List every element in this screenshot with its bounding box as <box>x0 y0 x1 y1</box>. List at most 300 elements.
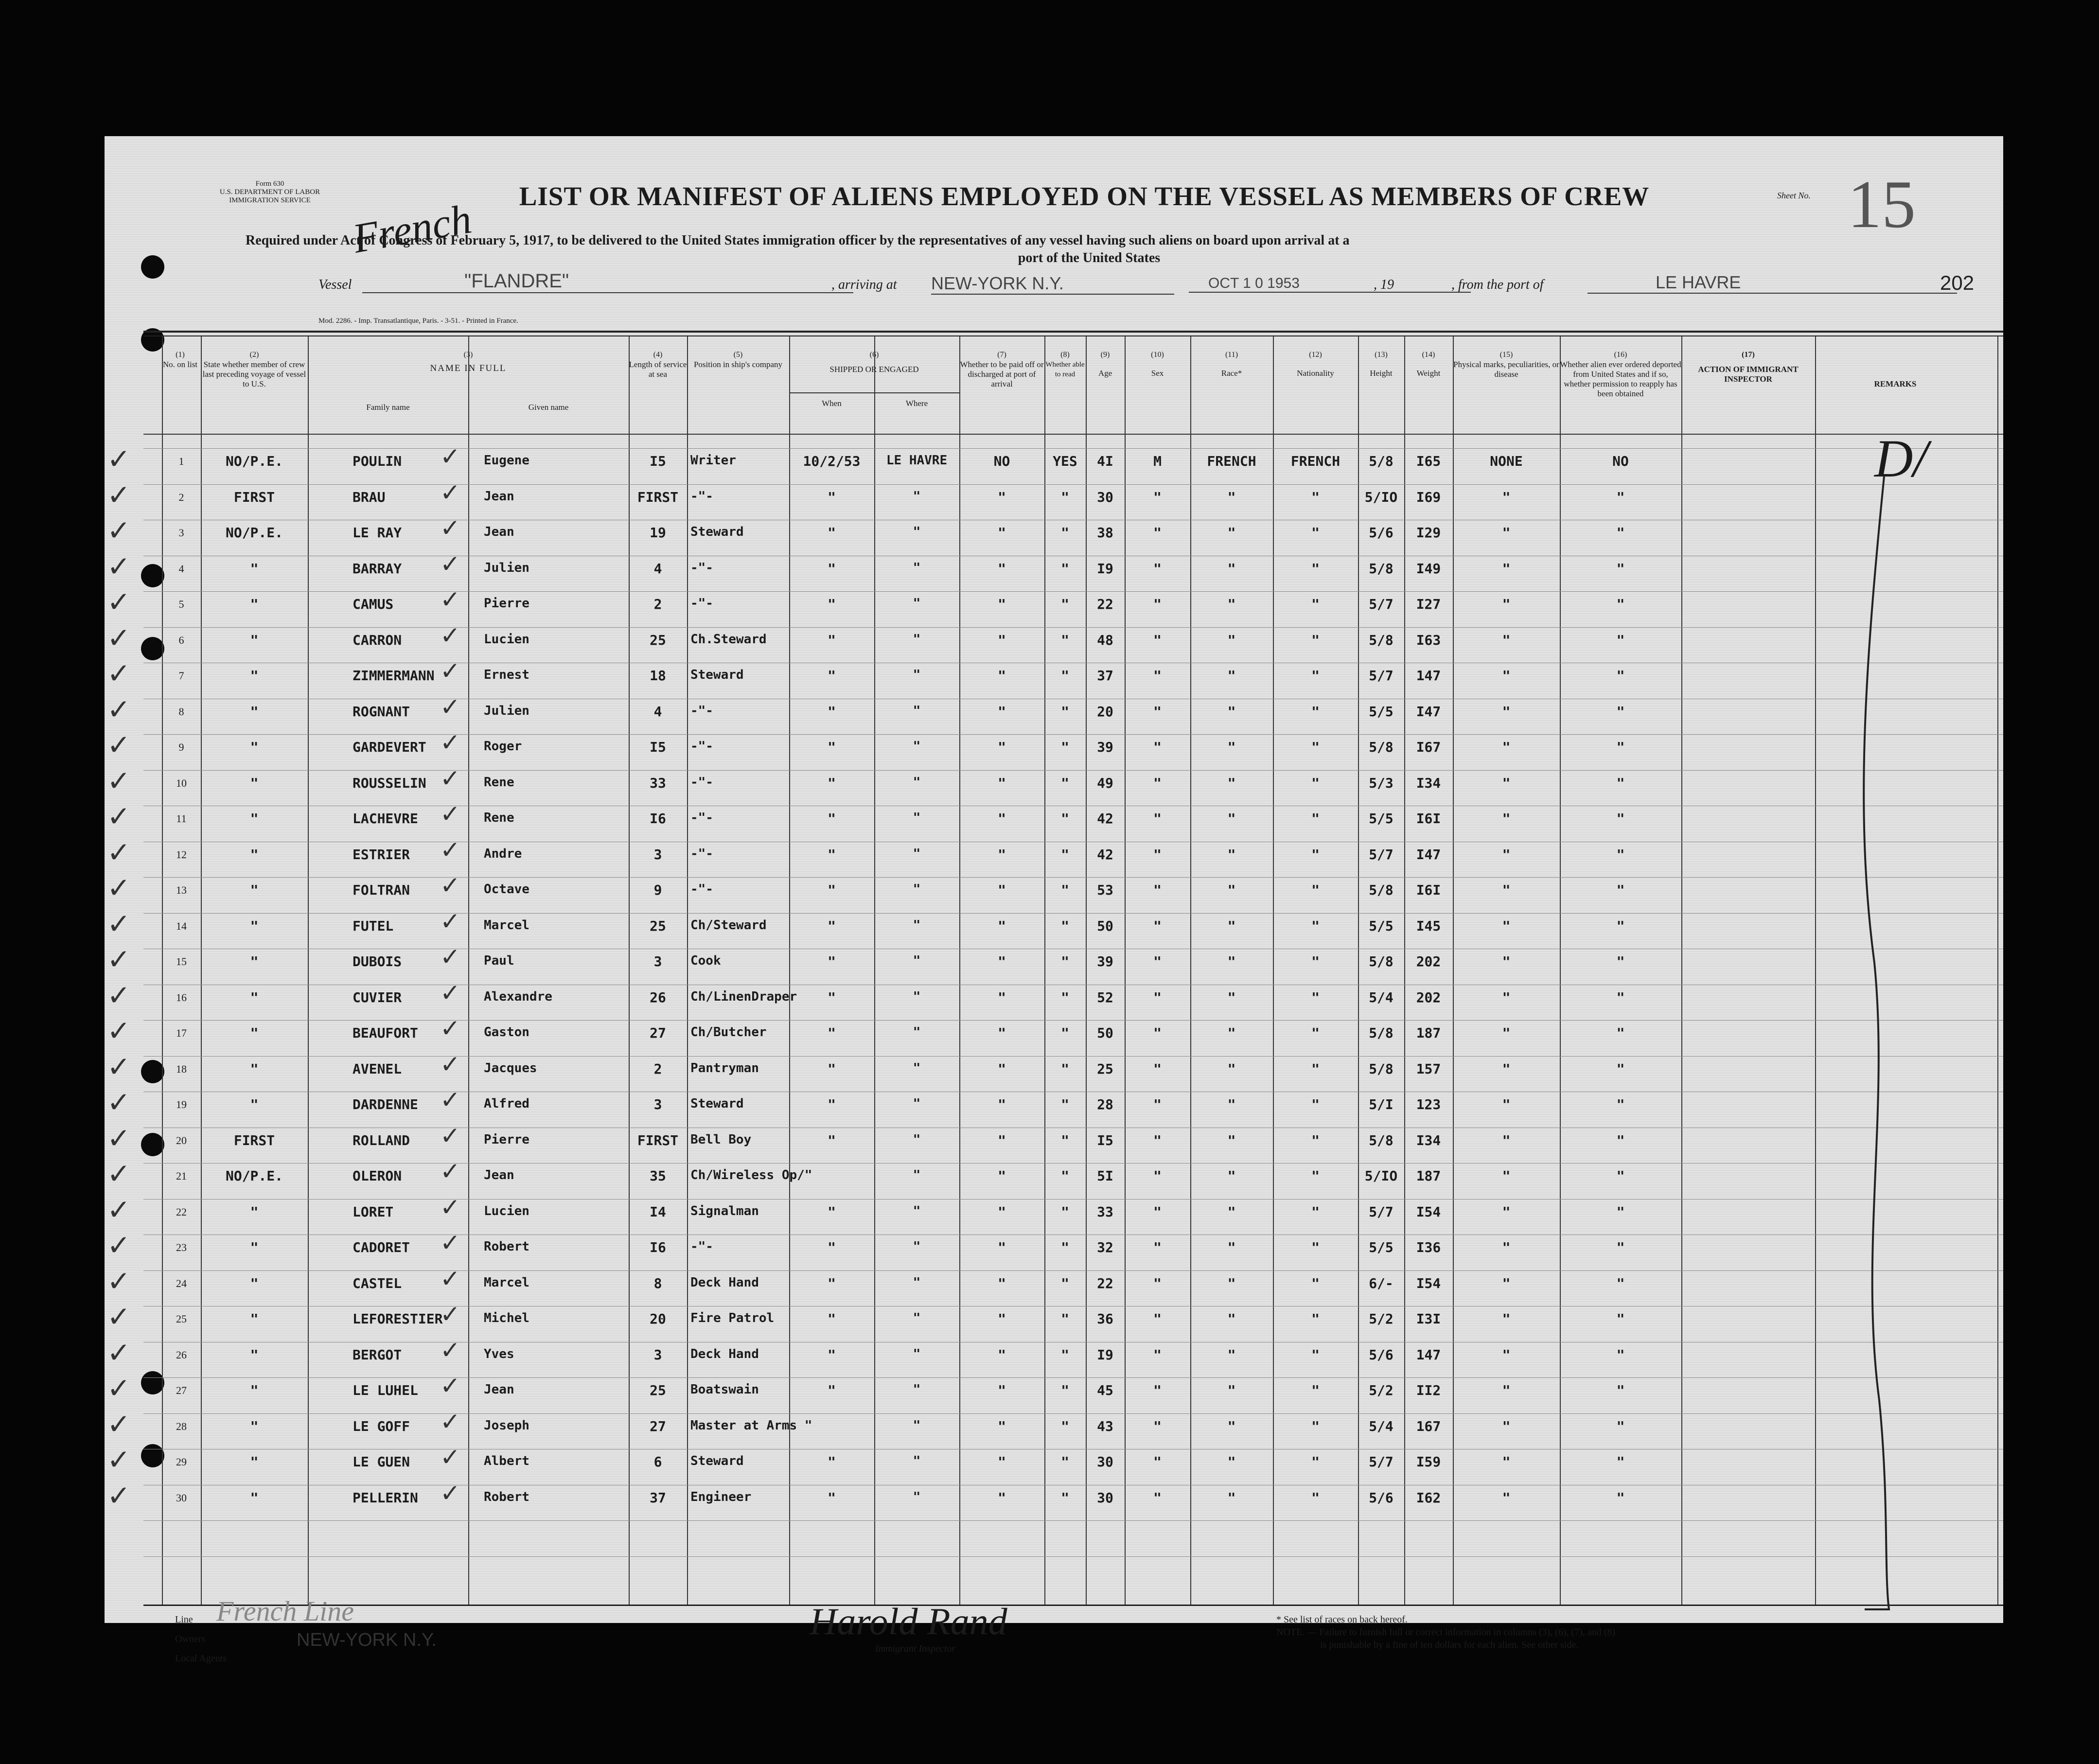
cell-paid: " <box>998 1490 1006 1506</box>
remarks-mark: D/ <box>1874 429 1928 488</box>
cell-deported: " <box>1616 1382 1625 1398</box>
cell-age: 37 <box>1097 668 1113 684</box>
cell-paid: " <box>998 953 1006 970</box>
agents-label: Local Agents <box>175 1653 227 1664</box>
cell-sex: " <box>1153 1275 1162 1291</box>
cell-where: " <box>913 561 921 575</box>
cell-where: LE HAVRE <box>886 453 948 468</box>
col-label: Race* <box>1221 369 1242 378</box>
cell-age: 20 <box>1097 704 1113 720</box>
cell-deported: " <box>1616 489 1625 505</box>
col-num: (12) <box>1309 351 1322 359</box>
check-icon: ✓ <box>440 1479 460 1507</box>
cell-paid: " <box>998 811 1006 827</box>
check-icon: ✓ <box>107 1050 131 1083</box>
cell-read: " <box>1061 1311 1069 1327</box>
cell-marks: " <box>1502 1061 1511 1077</box>
col-label: Length of service at sea <box>629 360 687 379</box>
cell-weight: 202 <box>1416 989 1441 1005</box>
cell-sex: " <box>1153 1490 1162 1506</box>
cell-family: BRAU <box>353 489 386 505</box>
cell-marks: " <box>1502 1132 1511 1148</box>
cell-where: " <box>913 1025 921 1040</box>
cell-position: Cook <box>690 953 721 968</box>
cell-height: 5/8 <box>1369 632 1393 648</box>
cell-race: " <box>1227 811 1236 827</box>
col-header-read <box>1044 350 1086 379</box>
cell-paid: " <box>998 1347 1006 1363</box>
cell-weight: 147 <box>1416 1347 1441 1363</box>
cell-given: Alexandre <box>484 989 552 1004</box>
cell-service: 4 <box>653 561 662 577</box>
cell-weight: I49 <box>1416 561 1441 577</box>
col-header-service <box>629 350 687 379</box>
cell-position: Ch/Butcher <box>690 1025 767 1040</box>
cell-paid: " <box>998 847 1006 863</box>
cell-race: " <box>1227 953 1236 970</box>
cell-nat: " <box>1311 668 1320 684</box>
cell-when: " <box>828 596 836 612</box>
cell-nat: " <box>1311 1061 1320 1077</box>
cell-paid: " <box>998 775 1006 791</box>
cell-deported: " <box>1616 1096 1625 1112</box>
cell-height: 5/8 <box>1369 882 1393 898</box>
cell-given: Albert <box>484 1454 529 1468</box>
column-rule <box>1997 336 1998 1605</box>
cell-nat: " <box>1311 847 1320 863</box>
check-icon: ✓ <box>107 1122 131 1155</box>
cell-deported: " <box>1616 1275 1625 1291</box>
cell-prev: " <box>250 1096 259 1112</box>
col-label: Position in ship's company <box>693 360 783 369</box>
cell-deported: " <box>1616 1168 1625 1184</box>
row-number: 14 <box>176 920 187 932</box>
cell-family: LACHEVRE <box>353 811 418 827</box>
check-icon: ✓ <box>440 800 460 828</box>
cell-family: CUVIER <box>353 989 402 1005</box>
cell-given: Lucien <box>484 632 529 647</box>
col-header-family: Family name <box>366 403 410 412</box>
cell-nat: " <box>1311 1239 1320 1255</box>
cell-sex: " <box>1153 811 1162 827</box>
cell-family: ROUSSELIN <box>353 775 426 791</box>
cell-family: FOLTRAN <box>353 882 410 898</box>
row-rule <box>143 1556 2003 1557</box>
cell-where: " <box>913 1382 921 1397</box>
cell-paid: " <box>998 1418 1006 1434</box>
cell-read: " <box>1061 632 1069 648</box>
cell-given: Michel <box>484 1311 529 1325</box>
cell-deported: " <box>1616 775 1625 791</box>
cell-paid: NO <box>993 453 1010 469</box>
col-num: (8) <box>1060 351 1070 359</box>
col-label: No. on list <box>162 360 198 369</box>
column-rule <box>308 336 309 1605</box>
cell-height: 5/8 <box>1369 739 1393 755</box>
cell-position: Master at Arms " <box>690 1418 812 1433</box>
row-rule <box>143 770 2003 771</box>
cell-nat: " <box>1311 739 1320 755</box>
cell-height: 6/- <box>1369 1275 1393 1291</box>
cell-nat: " <box>1311 561 1320 577</box>
cell-family: ESTRIER <box>353 847 410 863</box>
cell-position: Deck Hand <box>690 1275 759 1290</box>
cell-age: 42 <box>1097 847 1113 863</box>
row-number: 22 <box>176 1206 187 1218</box>
col-label: Sex <box>1151 369 1164 378</box>
cell-read: " <box>1061 1490 1069 1506</box>
col-header-physical <box>1453 350 1560 379</box>
cell-read: " <box>1061 1347 1069 1363</box>
printer-line: Mod. 2286. - Imp. Transatlantique, Paris. - 3-51. - Printed in France. <box>318 317 518 325</box>
cell-family: LE GOFF <box>353 1418 410 1434</box>
cell-nat: " <box>1311 811 1320 827</box>
cell-family: LORET <box>353 1204 394 1220</box>
cell-marks: " <box>1502 1204 1511 1220</box>
row-number: 5 <box>178 598 184 610</box>
cell-position: Steward <box>690 1096 744 1111</box>
cell-age: 4I <box>1097 453 1113 469</box>
cell-age: 28 <box>1097 1096 1113 1112</box>
cell-prev: " <box>250 847 259 863</box>
note-races: * See list of races on back hereof. <box>1276 1614 1408 1625</box>
cell-nat: " <box>1311 1382 1320 1398</box>
cell-weight: I63 <box>1416 632 1441 648</box>
cell-service: I6 <box>650 811 666 827</box>
cell-weight: 147 <box>1416 668 1441 684</box>
cell-prev: " <box>250 1204 259 1220</box>
row-rule <box>143 1270 2003 1271</box>
cell-given: Ernest <box>484 668 529 682</box>
check-icon: ✓ <box>440 657 460 685</box>
cell-read: " <box>1061 525 1069 541</box>
cell-paid: " <box>998 739 1006 755</box>
cell-paid: " <box>998 632 1006 648</box>
cell-where: " <box>913 1347 921 1361</box>
department-label: U.S. DEPARTMENT OF LABOR <box>219 188 320 196</box>
cell-paid: " <box>998 1061 1006 1077</box>
cell-given: Joseph <box>484 1418 529 1433</box>
cell-service: 27 <box>650 1025 666 1041</box>
row-number: 23 <box>176 1241 187 1253</box>
check-icon: ✓ <box>440 478 460 507</box>
cell-family: PELLERIN <box>353 1490 418 1506</box>
cell-position: -"- <box>690 847 713 861</box>
row-rule <box>143 877 2003 878</box>
cell-family: OLERON <box>353 1168 402 1184</box>
row-number: 28 <box>176 1420 187 1432</box>
check-icon: ✓ <box>440 764 460 793</box>
cell-sex: " <box>1153 882 1162 898</box>
cell-age: 30 <box>1097 1490 1113 1506</box>
check-icon: ✓ <box>440 1086 460 1114</box>
cell-race: " <box>1227 489 1236 505</box>
cell-weight: I34 <box>1416 775 1441 791</box>
cell-family: FUTEL <box>353 918 394 934</box>
cell-race: " <box>1227 989 1236 1005</box>
cell-family: CARRON <box>353 632 402 648</box>
cell-paid: " <box>998 882 1006 898</box>
cell-race: " <box>1227 1418 1236 1434</box>
cell-where: " <box>913 989 921 1004</box>
inspector-label: Immigrant Inspector <box>875 1643 955 1654</box>
cell-height: 5/8 <box>1369 1132 1393 1148</box>
cell-given: Marcel <box>484 918 529 933</box>
cell-marks: " <box>1502 1096 1511 1112</box>
cell-nat: " <box>1311 1275 1320 1291</box>
cell-position: -"- <box>690 882 713 897</box>
cell-height: 5/2 <box>1369 1382 1393 1398</box>
departure-port: LE HAVRE <box>1587 272 1957 294</box>
row-rule <box>143 913 2003 914</box>
requirement-text: Required under Act of Congress of February 5, 1917, to be delivered to the United States immigration officer by the representatives of any vessel having such aliens on board upon arrival at a <box>246 233 1350 248</box>
cell-position: Steward <box>690 668 744 682</box>
cell-given: Marcel <box>484 1275 529 1290</box>
check-icon: ✓ <box>440 585 460 614</box>
cell-sex: " <box>1153 1025 1162 1041</box>
cell-position: Boatswain <box>690 1382 759 1397</box>
cell-nat: " <box>1311 1132 1320 1148</box>
cell-height: 5/4 <box>1369 989 1393 1005</box>
cell-read: " <box>1061 918 1069 934</box>
cell-age: 45 <box>1097 1382 1113 1398</box>
table-top-rule-2 <box>143 335 2003 336</box>
col-header-deported <box>1560 350 1681 399</box>
cell-height: 5/8 <box>1369 1025 1393 1041</box>
cell-height: 5/6 <box>1369 525 1393 541</box>
cell-weight: I47 <box>1416 847 1441 863</box>
cell-sex: " <box>1153 704 1162 720</box>
cell-weight: 123 <box>1416 1096 1441 1112</box>
cell-marks: " <box>1502 1025 1511 1041</box>
cell-race: " <box>1227 775 1236 791</box>
cell-height: 5/IO <box>1364 489 1398 505</box>
check-icon: ✓ <box>107 1014 131 1047</box>
row-rule <box>143 1377 2003 1378</box>
cell-where: " <box>913 1132 921 1147</box>
cell-paid: " <box>998 1168 1006 1184</box>
cell-nat: " <box>1311 1490 1320 1506</box>
cell-prev: " <box>250 1490 259 1506</box>
cell-when: " <box>828 632 836 648</box>
col-label: Whether to be paid off or discharged at port of arrival <box>960 360 1044 388</box>
cell-where: " <box>913 847 921 861</box>
cell-sex: " <box>1153 1454 1162 1470</box>
cell-deported: " <box>1616 596 1625 612</box>
cell-deported: " <box>1616 561 1625 577</box>
col-label: Whether alien ever ordered deported from United States and if so, whether permission to reapply has been obtained <box>1560 360 1681 398</box>
col-header-name <box>308 350 629 373</box>
cell-when: " <box>828 847 836 863</box>
cell-read: " <box>1061 989 1069 1005</box>
cell-prev: NO/P.E. <box>225 453 283 469</box>
check-icon: ✓ <box>107 1479 131 1512</box>
check-icon: ✓ <box>107 1408 131 1441</box>
cell-where: " <box>913 1454 921 1468</box>
cell-where: " <box>913 1418 921 1433</box>
cell-family: CADORET <box>353 1239 410 1255</box>
cell-family: ROLLAND <box>353 1132 410 1148</box>
cell-age: 43 <box>1097 1418 1113 1434</box>
cell-prev: " <box>250 1347 259 1363</box>
cell-given: Roger <box>484 739 522 754</box>
arriving-label: , arriving at <box>831 277 897 292</box>
check-icon: ✓ <box>107 514 131 547</box>
owners-label: Owners <box>175 1634 206 1644</box>
cell-marks: " <box>1502 1311 1511 1327</box>
cell-read: " <box>1061 1239 1069 1255</box>
cell-age: I9 <box>1097 1347 1113 1363</box>
col-label: Nationality <box>1297 369 1334 378</box>
cell-sex: " <box>1153 1239 1162 1255</box>
cell-paid: " <box>998 1096 1006 1112</box>
cell-height: 5/7 <box>1369 1454 1393 1470</box>
check-icon: ✓ <box>440 621 460 650</box>
row-number: 1 <box>178 455 184 467</box>
line-value: French Line <box>216 1595 354 1627</box>
check-icon: ✓ <box>440 693 460 721</box>
from-label: , from the port of <box>1451 277 1544 292</box>
check-icon: ✓ <box>440 1014 460 1042</box>
col-header-weight <box>1404 350 1453 378</box>
cell-read: " <box>1061 953 1069 970</box>
cell-height: 5/7 <box>1369 847 1393 863</box>
row-rule <box>143 591 2003 592</box>
cell-service: 25 <box>650 632 666 648</box>
cell-prev: " <box>250 1311 259 1327</box>
cell-position: -"- <box>690 775 713 790</box>
cell-deported: " <box>1616 1490 1625 1506</box>
sheet-label: Sheet No. <box>1777 191 1811 200</box>
check-icon: ✓ <box>107 621 131 654</box>
cell-where: " <box>913 632 921 647</box>
cell-when: " <box>828 918 836 934</box>
check-icon: ✓ <box>440 1229 460 1257</box>
cell-prev: NO/P.E. <box>225 1168 283 1184</box>
cell-prev: " <box>250 668 259 684</box>
shipped-subheader-rule <box>789 392 959 393</box>
col-num: (4) <box>653 351 663 359</box>
check-icon: ✓ <box>107 943 131 976</box>
check-icon: ✓ <box>107 550 131 583</box>
cell-when: " <box>828 704 836 720</box>
requirement-text-2: port of the United States <box>1018 250 1161 265</box>
row-number: 8 <box>178 706 184 718</box>
col-header-height <box>1358 350 1404 378</box>
form-number <box>197 180 343 205</box>
cell-paid: " <box>998 704 1006 720</box>
cell-marks: " <box>1502 1490 1511 1506</box>
arriving-port: NEW-YORK N.Y. <box>931 273 1174 295</box>
cell-paid: " <box>998 1132 1006 1148</box>
cell-deported: " <box>1616 1025 1625 1041</box>
cell-race: " <box>1227 1168 1236 1184</box>
cell-marks: " <box>1502 989 1511 1005</box>
check-icon: ✓ <box>107 1300 131 1333</box>
col-label: State whether member of crew last preceding voyage of vessel to U.S. <box>202 360 306 388</box>
cell-paid: " <box>998 1311 1006 1327</box>
cell-read: " <box>1061 882 1069 898</box>
cell-age: 49 <box>1097 775 1113 791</box>
cell-read: " <box>1061 1025 1069 1041</box>
cell-when: " <box>828 989 836 1005</box>
col-num: (16) <box>1614 351 1627 359</box>
cell-prev: " <box>250 775 259 791</box>
cell-nat: " <box>1311 918 1320 934</box>
cell-age: 39 <box>1097 953 1113 970</box>
col-header-given: Given name <box>528 403 569 412</box>
cell-deported: " <box>1616 704 1625 720</box>
cell-service: 37 <box>650 1490 666 1506</box>
col-header-nationality <box>1273 350 1358 378</box>
check-icon: ✓ <box>107 442 131 476</box>
cell-when: " <box>828 1382 836 1398</box>
check-icon: ✓ <box>107 764 131 797</box>
vessel-name: "FLANDRE" <box>362 270 853 293</box>
col-header-age <box>1086 350 1125 378</box>
row-number: 7 <box>178 670 184 682</box>
cell-position: Steward <box>690 1454 744 1468</box>
cell-read: " <box>1061 1275 1069 1291</box>
col-label: Physical marks, peculiarities, or disease <box>1453 360 1559 379</box>
note-fine-2: is punishable by a fine of ten dollars for each alien. See other side. <box>1320 1640 1579 1650</box>
cell-sex: " <box>1153 489 1162 505</box>
cell-paid: " <box>998 989 1006 1005</box>
row-rule <box>143 1020 2003 1021</box>
cell-height: 5/8 <box>1369 953 1393 970</box>
cell-weight: II2 <box>1416 1382 1441 1398</box>
cell-where: " <box>913 1204 921 1218</box>
col-header-race <box>1190 350 1273 378</box>
cell-paid: " <box>998 1239 1006 1255</box>
cell-marks: " <box>1502 847 1511 863</box>
cell-age: 30 <box>1097 489 1113 505</box>
year-label: , 19 <box>1374 277 1394 292</box>
cell-prev: " <box>250 596 259 612</box>
col-header-paid-off <box>959 350 1044 389</box>
cell-height: 5/5 <box>1369 1239 1393 1255</box>
check-icon: ✓ <box>107 836 131 869</box>
cell-service: I6 <box>650 1239 666 1255</box>
footer-notes <box>1276 1613 1908 1651</box>
col-label: Whether able to read <box>1045 361 1085 378</box>
cell-deported: " <box>1616 1239 1625 1255</box>
cell-weight: I67 <box>1416 739 1441 755</box>
check-icon: ✓ <box>440 1372 460 1400</box>
cell-service: 25 <box>650 918 666 934</box>
cell-service: 25 <box>650 1382 666 1398</box>
col-label: SHIPPED OR ENGAGED <box>829 365 919 374</box>
cell-weight: I27 <box>1416 596 1441 612</box>
cell-read: " <box>1061 1132 1069 1148</box>
cell-deported: " <box>1616 1311 1625 1327</box>
cell-deported: " <box>1616 847 1625 863</box>
check-icon: ✓ <box>107 907 131 940</box>
cell-position: Ch/Steward <box>690 918 767 933</box>
vessel-label: Vessel <box>318 277 352 292</box>
cell-sex: " <box>1153 1061 1162 1077</box>
check-icon: ✓ <box>107 1265 131 1298</box>
cell-given: Jean <box>484 525 514 539</box>
cell-read: " <box>1061 1096 1069 1112</box>
row-number: 25 <box>176 1313 187 1325</box>
cell-marks: " <box>1502 632 1511 648</box>
cell-service: 2 <box>653 596 662 612</box>
cell-race: " <box>1227 1490 1236 1506</box>
col-header-prev-voyage <box>201 350 308 389</box>
cell-nat: " <box>1311 1204 1320 1220</box>
cell-deported: " <box>1616 918 1625 934</box>
